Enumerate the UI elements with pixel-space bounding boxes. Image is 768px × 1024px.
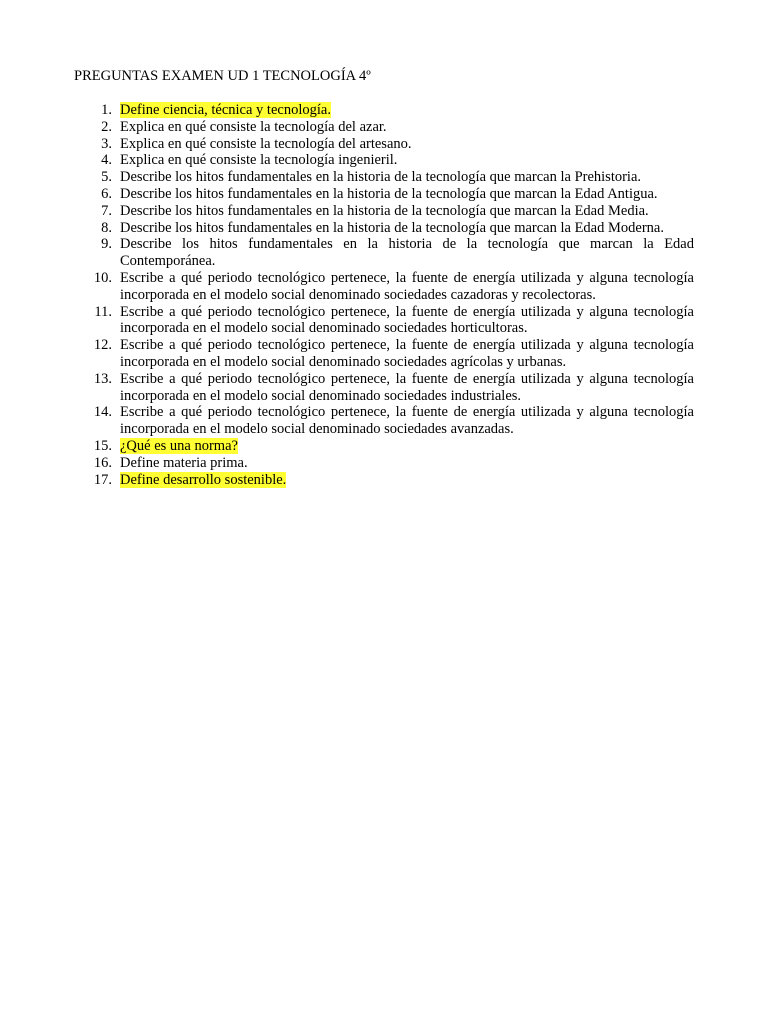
question-text: [120, 136, 694, 153]
question-text-content: Explica en qué consiste la tecnología del azar.: [120, 118, 387, 135]
question-text: [120, 404, 694, 438]
question-item: [74, 136, 694, 153]
question-item: [74, 102, 694, 119]
question-number: 5.: [101, 169, 112, 186]
question-text: [120, 152, 694, 169]
question-item: [74, 337, 694, 371]
question-text: [120, 304, 694, 338]
question-item: [74, 472, 694, 489]
question-item: [74, 371, 694, 405]
question-text: [120, 337, 694, 371]
question-number: 4.: [101, 152, 112, 169]
question-text-content: Define ciencia, técnica y tecnología.: [120, 102, 331, 118]
question-text-content: Explica en qué consiste la tecnología del artesano.: [120, 135, 412, 152]
question-number: 17.: [93, 471, 112, 488]
question-item: [74, 404, 694, 438]
question-text: [120, 186, 694, 203]
question-text-highlighted: [120, 472, 694, 489]
question-number: 2.: [101, 118, 112, 135]
question-text-content: Describe los hitos fundamentales en la historia de la tecnología que marcan la Edad Contemporánea.: [120, 236, 694, 270]
question-item: [74, 169, 694, 186]
question-item: [74, 186, 694, 203]
question-text-content: Define desarrollo sostenible.: [120, 471, 287, 488]
question-number: 12.: [93, 337, 112, 354]
question-item: [74, 438, 694, 455]
question-number: 9.: [101, 236, 112, 253]
question-text: [120, 119, 694, 136]
question-text: [120, 455, 694, 472]
question-number: 7.: [101, 202, 112, 219]
question-text-content: Describe los hitos fundamentales en la historia de la tecnología que marcan la Prehistoria.: [120, 169, 642, 186]
question-item: [74, 220, 694, 237]
question-number: 1.: [101, 102, 112, 118]
question-item: [74, 119, 694, 136]
question-text-highlighted: [120, 102, 694, 119]
question-text-content: Escribe a qué periodo tecnológico pertenece, la fuente de energía utilizada y alguna tecnología incorporada en el modelo social denominado sociedades horticultoras.: [120, 303, 694, 337]
question-text-content: Describe los hitos fundamentales en la historia de la tecnología que marcan la Edad Moderna.: [120, 219, 664, 236]
question-text-content: Define materia prima.: [120, 454, 248, 471]
question-text-content: ¿Qué es una norma?: [120, 437, 238, 454]
question-item: [74, 304, 694, 338]
document-title: PREGUNTAS EXAMEN UD 1 TECNOLOGÍA 4º: [74, 68, 371, 84]
question-item: [74, 455, 694, 472]
question-number: 10.: [93, 269, 112, 286]
question-text-content: Describe los hitos fundamentales en la historia de la tecnología que marcan la Edad Media.: [120, 202, 649, 219]
question-item: [74, 203, 694, 220]
question-text: [120, 203, 694, 220]
question-text-content: Explica en qué consiste la tecnología ingenieril.: [120, 152, 398, 169]
question-number: 15.: [93, 437, 112, 454]
question-number: 14.: [93, 404, 112, 421]
question-number: 6.: [101, 185, 112, 202]
question-text-content: Escribe a qué periodo tecnológico pertenece, la fuente de energía utilizada y alguna tecnología incorporada en el modelo social denominado sociedades industriales.: [120, 370, 694, 404]
question-text: [120, 270, 694, 304]
question-text-content: Describe los hitos fundamentales en la historia de la tecnología que marcan la Edad Antigua.: [120, 185, 658, 202]
question-number: 8.: [101, 219, 112, 236]
question-number: 11.: [94, 303, 112, 320]
question-text-content: Escribe a qué periodo tecnológico pertenece, la fuente de energía utilizada y alguna tecnología incorporada en el modelo social denominado sociedades cazadoras y recolectoras.: [120, 269, 694, 303]
question-item: [74, 152, 694, 169]
question-text: [120, 371, 694, 405]
question-text-content: Escribe a qué periodo tecnológico pertenece, la fuente de energía utilizada y alguna tecnología incorporada en el modelo social denominado sociedades avanzadas.: [120, 404, 694, 438]
question-number: 16.: [93, 454, 112, 471]
question-item: [74, 270, 694, 304]
question-text-content: Escribe a qué periodo tecnológico pertenece, la fuente de energía utilizada y alguna tecnología incorporada en el modelo social denominado sociedades agrícolas y urbanas.: [120, 337, 694, 370]
question-text: [120, 169, 694, 186]
question-number: 3.: [101, 135, 112, 152]
question-number: 13.: [93, 370, 112, 387]
question-text-highlighted: [120, 438, 694, 455]
question-list: [74, 102, 694, 488]
question-text: [120, 236, 694, 270]
question-item: [74, 236, 694, 270]
question-text: [120, 220, 694, 237]
